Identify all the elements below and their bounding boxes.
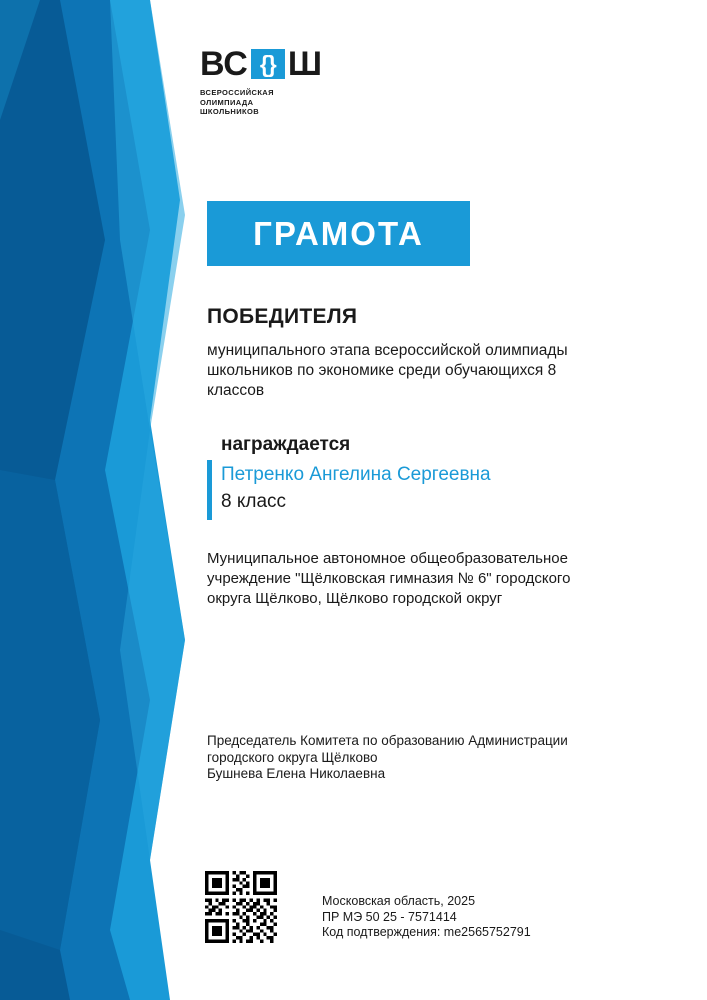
- footer-block: [322, 894, 652, 941]
- qr-code: [205, 871, 277, 943]
- recipient-block: [207, 432, 621, 516]
- logo-subtitle-line3: ШКОЛЬНИКОВ: [200, 107, 260, 116]
- logo-subtitle-line1: ВСЕРОССИЙСКАЯ: [200, 88, 274, 97]
- vsosh-logo: [200, 46, 500, 116]
- footer-confirmation-code: Код подтверждения: me2565752791: [322, 925, 531, 939]
- recipient-accent-bar: [207, 460, 212, 520]
- recipient-name: Петренко Ангелина Сергеевна: [221, 464, 491, 485]
- recipient-grade: 8 класс: [221, 491, 287, 512]
- certificate-title-banner: [207, 201, 470, 266]
- logo-subtitle-line2: ОЛИМПИАДА: [200, 97, 254, 107]
- decorative-left-band: [0, 0, 200, 1000]
- logo-letters-after: Ш: [287, 45, 322, 83]
- award-kind: ПОБЕДИТЕЛЯ: [207, 305, 358, 328]
- logo-mark: [200, 46, 500, 82]
- footer-region-year: Московская область, 2025: [322, 894, 476, 908]
- logo-subtitle: [200, 88, 500, 117]
- signature-block: Председатель Комитета по образованию Администрации городского округа Щёлково Бушнева Елена Николаевна: [207, 733, 568, 781]
- logo-bracket-icon: {}: [251, 49, 285, 79]
- footer-document-number: ПР МЭ 50 25 - 7571414: [322, 909, 457, 924]
- award-description: муниципального этапа всероссийской олимпиады школьников по экономике среди обучающихся 8 классов: [207, 342, 568, 399]
- recipient-lead: награждается: [221, 434, 351, 455]
- certificate-title: ГРАМОТА: [253, 214, 424, 252]
- logo-letters-before: ВС: [200, 45, 248, 83]
- school-name: Муниципальное автономное общеобразовательное учреждение "Щёлковская гимназия № 6" городского округа Щёлково, Щёлково городской округ: [207, 550, 571, 607]
